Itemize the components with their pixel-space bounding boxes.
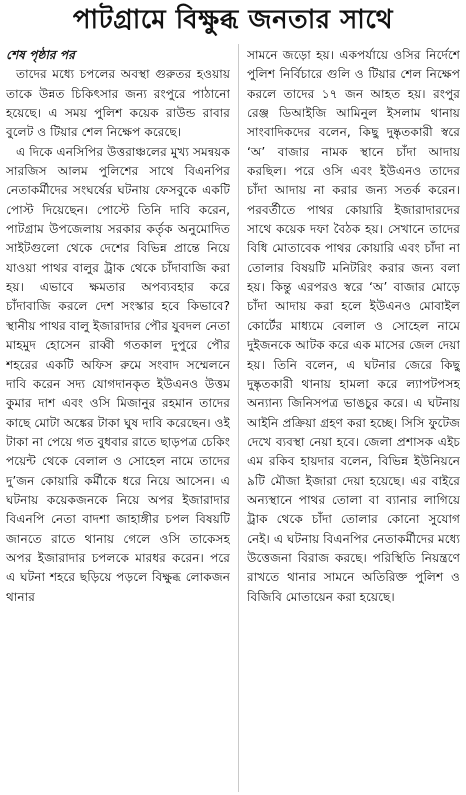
article-paragraph: সামনে জড়ো হয়। একপর্যায়ে ওসির নির্দেশে পুলিশ নির্বিচারে গুলি ও টিয়ার শেল নিক্ষেপ করলে তাদের ১৭ জন আহত হয়। রংপুর রেঞ্জ ডিআইজি আমিনুল ইসলাম থানায় সাংবাদিকদের বলেন, কিছু দুষ্কৃতকারী স্বরে ‘অ’ বাজার নামক স্থানে চাঁদা আদায় করছিল। পরে ওসি এবং ইউএনও তাদের চাঁদা আদায় না করার জন্য সতর্ক করেন। পরবর্তীতে পাথর কোয়ারি ইজারাদারদের সাথে কয়েক দফা বৈঠক হয়। সেখানে তাদের বিধি মোতাবেক পাথর কোয়ারি এবং চাঁদা না তোলার বিষয়টি মনিটরিং করার জন্য বলা হয়। কিন্তু এরপরও স্বরে ‘অ’ বাজার মোড়ে চাঁদা আদায় করা হলে ইউএনও মোবাইল কোর্টের মাধ্যমে বেলাল ও সোহেল নামে দুইজনকে আটক করে এক মাসের জেল দেয়া হয়। তিনি বলেন, এ ঘটনার জেরে কিছু দুষ্কৃতকারী থানায় হামলা করে ল্যাপটপসহ অন্যান্য জিনিসপত্র ভাঙচুর করে। এ ঘটনায় আইনি প্রক্রিয়া গ্রহণ করা হচ্ছে। সিসি ফুটেজ দেখে ব্যবস্থা নেয়া হবে। জেলা প্রশাসক এইচ এম রকিব হায়দার বলেন, বিভিন্ন ইউনিয়নে ৯টি মৌজা ইজারা দেয়া হয়েছে। এর বাইরে অন্যস্থানে পাথর তোলা বা ব্যানার লাগিয়ে ট্রাক থেকে চাঁদা তোলার কোনো সুযোগ নেই। এ ঘটনায় বিএনপির নেতাকর্মীদের মধ্যে উত্তেজনা বিরাজ করছে। পরিস্থিতি নিয়ন্ত্রণে রাখতে থানার সামনে অতিরিক্ত পুলিশ ও বিজিবি মোতায়েন করা হয়েছে। (247, 48, 460, 604)
column-divider (238, 44, 239, 792)
continued-from-label: শেষ পৃষ্ঠার পর (6, 48, 75, 62)
article-column-right (247, 46, 460, 791)
article-paragraph: এ দিকে এনসিপির উত্তরাঞ্চলের মুখ্য সমন্বয়ক সারজিস আলম পুলিশের সাথে বিএনপির নেতাকর্মীদের সংঘর্ষের ঘটনায় ফেসবুকে একটি পোস্ট দিয়েছেন। পোস্টে তিনি দাবি করেন, পাটগ্রাম উপজেলায় সরকার কর্তৃক অনুমোদিত সাইটগুলো থেকে দেশের বিভিন্ন প্রান্তে নিয়ে যাওয়া পাথর বালুর ট্রাক থেকে চাঁদাবাজি করা হয়। এভাবে ক্ষমতার অপব্যবহার করে চাঁদাবাজি করলে দেশ সংস্কার হবে কিভাবে? স্থানীয় পাথর বালু ইজারাদার পৌর যুবদল নেতা মাহমুদ হোসেন রাব্বী গতকাল দুপুরে পৌর শহরের একটি অফিস রুমে সংবাদ সম্মেলনে দাবি করেন সদ্য যোগদানকৃত ইউএনও উত্তম কুমার দাশ এবং ওসি মিজানুর রহমান তাদের কাছে মোটা অঙ্কের টাকা ঘুষ দাবি করেছেন। ওই টাকা না পেয়ে গত বুধবার রাতে ছাড়পত্র চেকিং পয়েন্ট থেকে বেলাল ও সোহেল নামে তাদের দু’জন কোয়ারি কর্মীকে ধরে নিয়ে আসেন। এ ঘটনায় কয়েকজনকে নিয়ে অপর ইজারাদার বিএনপি নেতা বাদশা জাহাঙ্গীর চপল বিষয়টি জানতে রাতে থানায় গেলে ওসি তাকেসহ অপর ইজারাদার চপলকে মারধর করেন। পরে এ ঘটনা শহরে ছড়িয়ে পড়লে বিক্ষুব্ধ লোকজন থানার (6, 144, 230, 604)
headline: পাটগ্রামে বিক্ষুব্ধ জনতার সাথে (72, 5, 394, 35)
article-paragraph: তাদের মধ্যে চপলের অবস্থা গুরুতর হওয়ায় তাকে উন্নত চিকিৎসার জন্য রংপুরে পাঠানো হয়েছে। এ সময় পুলিশ কয়েক রাউন্ড রাবার বুলেট ও টিয়ার শেল নিক্ষেপ করেছে। (6, 67, 230, 140)
article-column-left (6, 46, 230, 791)
